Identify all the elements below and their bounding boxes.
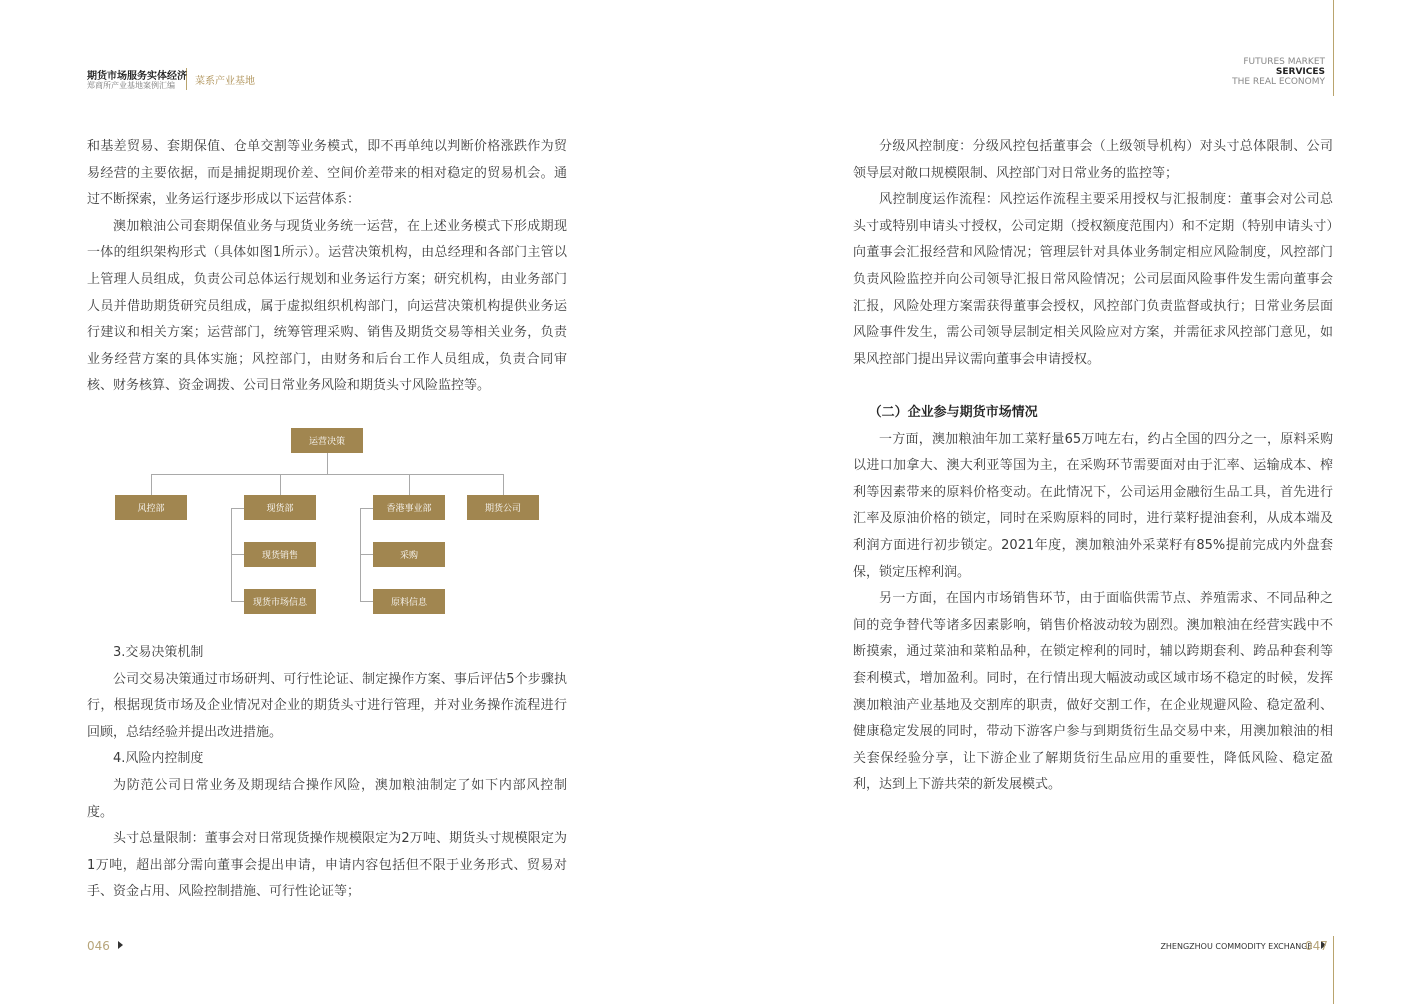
right-para-4: 另一方面，在国内市场销售环节，由于面临供需节点、养殖需求、不同品种之间的竞争替代等诸多因素影响，销售价格波动较为剧烈。澳加粮油在经营实践中不断摸索，通过菜油和菜粕品种，在锁定榨利的同时，辅以跨期套利、跨品种套利等套利模式，增加盈利。同时，在行情出现大幅波动或区域市场不稳定的时候，发挥澳加粮油产业基地及交割库的职责，做好交割工作，在企业规避风险、稳定盈利、健康稳定发展的同时，带动下游客户参与到期货衍生品交易中来，用澳加粮油的相关套保经验分享，让下游企业了解期货衍生品应用的重要性，降低风险、稳定盈利，达到上下游共荣的新发展模式。 bbox=[853, 591, 1333, 793]
right-para-3: 一方面，澳加粮油年加工菜籽量65万吨左右，约占全国的四分之一，原料采购以进口加拿大、澳大利亚等国为主，在采购环节需要面对由于汇率、运输成本、榨利等因素带来的原料价格变动。在此情况下，公司运用金融衍生品工具，首先进行汇率及原油价格的锁定，同时在采购原料的同时，进行菜籽提油套利，从成本端及利润方面进行初步锁定。2021年度，澳加粮油外采菜籽有85%提前完成内外盘套保，锁定压榨利润。 bbox=[853, 431, 1333, 580]
org-dept-futures: 期货公司 bbox=[467, 495, 539, 520]
org-connector bbox=[280, 474, 281, 495]
org-connector bbox=[409, 474, 410, 495]
header-section: 菜系产业基地 bbox=[195, 76, 255, 87]
right-page-number: 047 bbox=[1305, 939, 1328, 953]
right-section-heading: （二）企业参与期货市场情况 bbox=[868, 405, 1038, 420]
org-connector bbox=[360, 508, 373, 509]
org-spot-sales: 现货销售 bbox=[244, 542, 316, 567]
header-en-line2: SERVICES bbox=[1275, 67, 1325, 77]
org-connector bbox=[327, 453, 328, 475]
org-connector bbox=[231, 508, 244, 509]
left-para-5: 头寸总量限制：董事会对日常现货操作规模限定为2万吨、期货头寸规模限定为1万吨，超出部分需向董事会提出申请，申请内容包括但不限于业务形式、贸易对手、资金占用、风险控制措施、可行性论证等； bbox=[87, 831, 567, 900]
left-heading-4: 4.风险内控制度 bbox=[113, 751, 204, 767]
org-dept-risk: 风控部 bbox=[115, 495, 187, 520]
org-connector bbox=[360, 554, 373, 555]
right-text-top bbox=[853, 134, 1333, 373]
right-edge-rule-top bbox=[1333, 0, 1334, 96]
left-heading-3: 3.交易决策机制 bbox=[113, 645, 204, 660]
left-text-bottom bbox=[87, 640, 567, 906]
org-connector bbox=[231, 601, 244, 602]
header-en-line3: THE REAL ECONOMY bbox=[1232, 77, 1325, 87]
header-title: 期货市场服务实体经济 bbox=[87, 71, 187, 82]
org-connector bbox=[360, 601, 373, 602]
left-text-top bbox=[87, 134, 567, 400]
header-subtitle: 郑商所产业基地案例汇编 bbox=[87, 81, 175, 90]
org-connector bbox=[231, 554, 244, 555]
footer-exchange: ZHENGZHOU COMMODITY EXCHANGE bbox=[1160, 941, 1326, 951]
org-root: 运营决策 bbox=[291, 428, 363, 453]
org-connector bbox=[231, 508, 232, 602]
right-text-bottom bbox=[853, 400, 1333, 799]
org-hk-material-info: 原料信息 bbox=[373, 589, 445, 614]
left-page-number: 046 bbox=[87, 939, 123, 953]
right-edge-rule-bottom bbox=[1333, 936, 1334, 1004]
org-connector bbox=[360, 508, 361, 602]
header-en-block bbox=[1232, 57, 1325, 87]
org-spot-info: 现货市场信息 bbox=[244, 589, 316, 614]
org-dept-hk: 香港事业部 bbox=[373, 495, 445, 520]
org-connector bbox=[151, 474, 152, 495]
left-para-4: 为防范公司日常业务及期现结合操作风险，澳加粮油制定了如下内部风控制度。 bbox=[87, 777, 567, 820]
arrow-right-icon bbox=[118, 941, 123, 949]
org-hk-purchase: 采购 bbox=[373, 542, 445, 567]
left-para-2: 澳加粮油公司套期保值业务与现货业务统一运营，在上述业务模式下形成期现一体的组织架构形式（具体如图1所示）。运营决策机构，由总经理和各部门主管以上管理人员组成，负责公司总体运行规划和业务运行方案；研究机构，由业务部门人员并借助期货研究员组成，属于虚拟组织机构部门，向运营决策机构提供业务运行建议和相关方案；运营部门，统筹管理采购、销售及期货交易等相关业务，负责业务经营方案的具体实施；风控部门，由财务和后台工作人员组成，负责合同审核、财务核算、资金调拨、公司日常业务风险和期货头寸风险监控等。 bbox=[87, 218, 567, 394]
header-en-line1: FUTURES MARKET bbox=[1243, 57, 1325, 67]
right-para-1: 分级风控制度：分级风控包括董事会（上级领导机构）对头寸总体限制、公司领导层对敞口规模限制、风控部门对日常业务的监控等； bbox=[853, 139, 1333, 181]
org-connector bbox=[503, 474, 504, 495]
left-para-3: 公司交易决策通过市场研判、可行性论证、制定操作方案、事后评估5个步骤执行，根据现货市场及企业情况对企业的期货头寸进行管理，并对业务操作流程进行回顾，总结经验并提出改进措施。 bbox=[87, 671, 567, 740]
org-dept-spot: 现货部 bbox=[244, 495, 316, 520]
org-connector bbox=[151, 474, 504, 475]
right-para-2: 风控制度运作流程：风控运作流程主要采用授权与汇报制度：董事会对公司总头寸或特别申请头寸授权，公司定期（授权额度范围内）和不定期（特别申请头寸）向董事会汇报经营和风险情况；管理层针对具体业务制定相应风险制度，风控部门负责风险监控并向公司领导汇报日常风险情况；公司层面风险事件发生需向董事会汇报，风险处理方案需获得董事会授权，风控部门负责监督或执行；日常业务层面风险事件发生，需公司领导层制定相关风险应对方案，并需征求风控部门意见，如果风控部门提出异议需向董事会申请授权。 bbox=[853, 192, 1333, 367]
left-para-1: 和基差贸易、套期保值、仓单交割等业务模式，即不再单纯以判断价格涨跌作为贸易经营的主要依据，而是捕捉期现价差、空间价差带来的相对稳定的贸易机会。通过不断探索，业务运行逐步形成以下运营体系： bbox=[87, 139, 567, 208]
